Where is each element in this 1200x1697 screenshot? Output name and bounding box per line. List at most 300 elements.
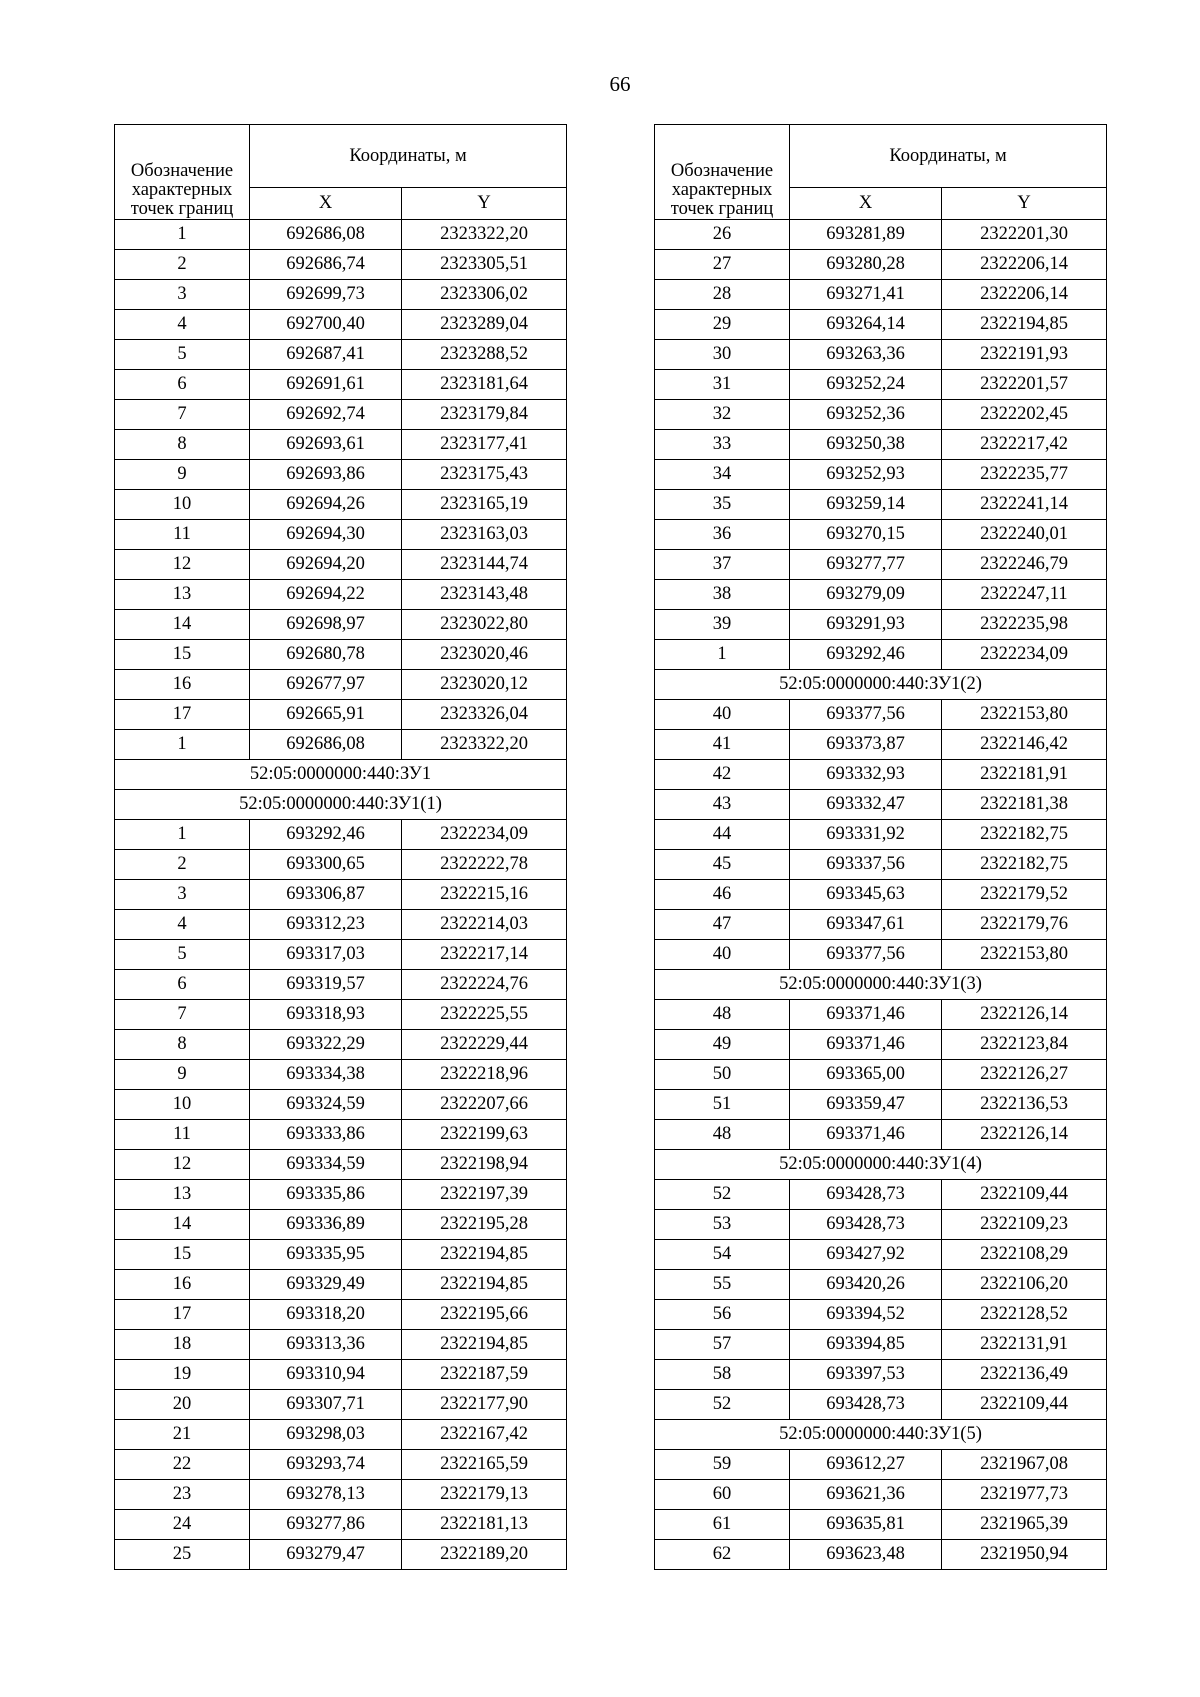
y-cell: 2322167,42 xyxy=(402,1420,567,1450)
table-row xyxy=(115,1360,567,1390)
x-cell: 693427,92 xyxy=(790,1240,942,1270)
point-cell: 14 xyxy=(115,1210,250,1240)
table-row xyxy=(115,1150,567,1180)
x-cell: 693359,47 xyxy=(790,1090,942,1120)
section-row xyxy=(655,1150,1107,1180)
y-cell: 2323181,64 xyxy=(402,370,567,400)
point-cell: 12 xyxy=(115,1150,250,1180)
x-cell: 692686,08 xyxy=(250,220,402,250)
y-cell: 2322153,80 xyxy=(942,940,1107,970)
x-cell: 693293,74 xyxy=(250,1450,402,1480)
table-row xyxy=(115,280,567,310)
table-row xyxy=(115,1090,567,1120)
table-row xyxy=(115,1000,567,1030)
point-cell: 25 xyxy=(115,1540,250,1570)
y-cell: 2322106,20 xyxy=(942,1270,1107,1300)
point-cell: 43 xyxy=(655,790,790,820)
x-cell: 693279,47 xyxy=(250,1540,402,1570)
point-cell: 49 xyxy=(655,1030,790,1060)
point-cell: 9 xyxy=(115,460,250,490)
x-cell: 693318,93 xyxy=(250,1000,402,1030)
x-cell: 693428,73 xyxy=(790,1210,942,1240)
y-cell: 2322109,44 xyxy=(942,1390,1107,1420)
table-row xyxy=(115,220,567,250)
x-cell: 693428,73 xyxy=(790,1180,942,1210)
table-row xyxy=(655,760,1107,790)
y-cell: 2322222,78 xyxy=(402,850,567,880)
x-cell: 693334,59 xyxy=(250,1150,402,1180)
point-cell: 1 xyxy=(115,730,250,760)
y-cell: 2322235,77 xyxy=(942,460,1107,490)
y-cell: 2322201,30 xyxy=(942,220,1107,250)
x-cell: 692694,30 xyxy=(250,520,402,550)
y-cell: 2322215,16 xyxy=(402,880,567,910)
point-cell: 10 xyxy=(115,490,250,520)
y-cell: 2322182,75 xyxy=(942,850,1107,880)
y-cell: 2323175,43 xyxy=(402,460,567,490)
y-cell: 2322199,63 xyxy=(402,1120,567,1150)
table-row xyxy=(115,1180,567,1210)
x-cell: 693335,95 xyxy=(250,1240,402,1270)
y-cell: 2321977,73 xyxy=(942,1480,1107,1510)
x-cell: 693250,38 xyxy=(790,430,942,460)
point-cell: 51 xyxy=(655,1090,790,1120)
point-cell: 33 xyxy=(655,430,790,460)
y-cell: 2323022,80 xyxy=(402,610,567,640)
table-row xyxy=(115,520,567,550)
x-cell: 693335,86 xyxy=(250,1180,402,1210)
table-row xyxy=(115,850,567,880)
x-cell: 692686,08 xyxy=(250,730,402,760)
point-cell: 30 xyxy=(655,340,790,370)
x-cell: 693334,38 xyxy=(250,1060,402,1090)
y-cell: 2322195,66 xyxy=(402,1300,567,1330)
x-cell: 692680,78 xyxy=(250,640,402,670)
point-cell: 11 xyxy=(115,520,250,550)
point-cell: 3 xyxy=(115,280,250,310)
x-cell: 693292,46 xyxy=(250,820,402,850)
table-row xyxy=(115,430,567,460)
point-cell: 7 xyxy=(115,400,250,430)
point-cell: 55 xyxy=(655,1270,790,1300)
x-cell: 693313,36 xyxy=(250,1330,402,1360)
table-row xyxy=(655,1000,1107,1030)
point-cell: 27 xyxy=(655,250,790,280)
table-row xyxy=(655,1270,1107,1300)
point-cell: 59 xyxy=(655,1450,790,1480)
table-row xyxy=(115,1030,567,1060)
coordinates-table-left xyxy=(114,124,567,1570)
table-row xyxy=(115,1420,567,1450)
table-row xyxy=(655,1060,1107,1090)
point-cell: 31 xyxy=(655,370,790,400)
table-row xyxy=(655,340,1107,370)
y-cell: 2322194,85 xyxy=(402,1240,567,1270)
x-cell: 693318,20 xyxy=(250,1300,402,1330)
table-row xyxy=(115,1060,567,1090)
header-point-designation: Обозначение характерных точек границ xyxy=(655,125,790,220)
x-cell: 692677,97 xyxy=(250,670,402,700)
point-cell: 48 xyxy=(655,1000,790,1030)
section-label: 52:05:0000000:440:ЗУ1(4) xyxy=(655,1150,1107,1180)
point-cell: 6 xyxy=(115,970,250,1000)
y-cell: 2322206,14 xyxy=(942,280,1107,310)
y-cell: 2322128,52 xyxy=(942,1300,1107,1330)
point-cell: 62 xyxy=(655,1540,790,1570)
y-cell: 2322182,75 xyxy=(942,820,1107,850)
table-row xyxy=(115,1120,567,1150)
x-cell: 693336,89 xyxy=(250,1210,402,1240)
y-cell: 2322179,76 xyxy=(942,910,1107,940)
point-cell: 8 xyxy=(115,430,250,460)
table-row xyxy=(655,400,1107,430)
x-cell: 693264,14 xyxy=(790,310,942,340)
table-row xyxy=(655,1240,1107,1270)
point-cell: 39 xyxy=(655,610,790,640)
table-row xyxy=(115,580,567,610)
table-row xyxy=(115,1330,567,1360)
page-number: 66 xyxy=(609,72,631,96)
table-row xyxy=(115,970,567,1000)
table-row xyxy=(655,1120,1107,1150)
x-cell: 693307,71 xyxy=(250,1390,402,1420)
table-row xyxy=(655,790,1107,820)
y-cell: 2322153,80 xyxy=(942,700,1107,730)
section-row xyxy=(655,970,1107,1000)
y-cell: 2322195,28 xyxy=(402,1210,567,1240)
header-x: X xyxy=(250,188,402,220)
table-row xyxy=(655,820,1107,850)
x-cell: 693377,56 xyxy=(790,940,942,970)
section-label: 52:05:0000000:440:ЗУ1(2) xyxy=(655,670,1107,700)
section-label: 52:05:0000000:440:ЗУ1(1) xyxy=(115,790,567,820)
point-cell: 23 xyxy=(115,1480,250,1510)
table-row xyxy=(655,1540,1107,1570)
x-cell: 693635,81 xyxy=(790,1510,942,1540)
y-cell: 2322194,85 xyxy=(402,1270,567,1300)
section-label: 52:05:0000000:440:ЗУ1(5) xyxy=(655,1420,1107,1450)
y-cell: 2322126,27 xyxy=(942,1060,1107,1090)
y-cell: 2322197,39 xyxy=(402,1180,567,1210)
x-cell: 692699,73 xyxy=(250,280,402,310)
table-row xyxy=(115,1510,567,1540)
y-cell: 2322191,93 xyxy=(942,340,1107,370)
y-cell: 2322246,79 xyxy=(942,550,1107,580)
table-row xyxy=(115,1390,567,1420)
y-cell: 2322229,44 xyxy=(402,1030,567,1060)
x-cell: 693420,26 xyxy=(790,1270,942,1300)
table-row xyxy=(115,730,567,760)
table-body-left xyxy=(115,220,567,1570)
point-cell: 41 xyxy=(655,730,790,760)
y-cell: 2322189,20 xyxy=(402,1540,567,1570)
point-cell: 13 xyxy=(115,580,250,610)
y-cell: 2323305,51 xyxy=(402,250,567,280)
table-row xyxy=(655,430,1107,460)
y-cell: 2322131,91 xyxy=(942,1330,1107,1360)
x-cell: 693428,73 xyxy=(790,1390,942,1420)
x-cell: 692700,40 xyxy=(250,310,402,340)
table-row xyxy=(655,1330,1107,1360)
point-cell: 15 xyxy=(115,640,250,670)
x-cell: 693621,36 xyxy=(790,1480,942,1510)
section-label: 52:05:0000000:440:ЗУ1 xyxy=(115,760,567,790)
point-cell: 1 xyxy=(115,220,250,250)
y-cell: 2322126,14 xyxy=(942,1000,1107,1030)
point-cell: 16 xyxy=(115,670,250,700)
point-cell: 58 xyxy=(655,1360,790,1390)
table-row xyxy=(115,1480,567,1510)
y-cell: 2323143,48 xyxy=(402,580,567,610)
table-row xyxy=(115,940,567,970)
point-cell: 28 xyxy=(655,280,790,310)
point-cell: 42 xyxy=(655,760,790,790)
table-row xyxy=(115,820,567,850)
y-cell: 2322165,59 xyxy=(402,1450,567,1480)
y-cell: 2322179,52 xyxy=(942,880,1107,910)
x-cell: 693371,46 xyxy=(790,1030,942,1060)
point-cell: 5 xyxy=(115,340,250,370)
y-cell: 2322194,85 xyxy=(402,1330,567,1360)
x-cell: 693278,13 xyxy=(250,1480,402,1510)
table-row xyxy=(115,1300,567,1330)
table-row xyxy=(115,310,567,340)
table-row xyxy=(655,1210,1107,1240)
y-cell: 2322235,98 xyxy=(942,610,1107,640)
table-row xyxy=(115,340,567,370)
y-cell: 2322247,11 xyxy=(942,580,1107,610)
x-cell: 693279,09 xyxy=(790,580,942,610)
point-cell: 10 xyxy=(115,1090,250,1120)
table-row xyxy=(655,850,1107,880)
header-point-designation: Обозначение характерных точек границ xyxy=(115,125,250,220)
y-cell: 2322181,38 xyxy=(942,790,1107,820)
y-cell: 2322202,45 xyxy=(942,400,1107,430)
x-cell: 693623,48 xyxy=(790,1540,942,1570)
x-cell: 693324,59 xyxy=(250,1090,402,1120)
table-row xyxy=(115,460,567,490)
point-cell: 35 xyxy=(655,490,790,520)
x-cell: 693332,47 xyxy=(790,790,942,820)
x-cell: 693291,93 xyxy=(790,610,942,640)
point-cell: 6 xyxy=(115,370,250,400)
x-cell: 693322,29 xyxy=(250,1030,402,1060)
y-cell: 2322181,91 xyxy=(942,760,1107,790)
y-cell: 2322109,44 xyxy=(942,1180,1107,1210)
point-cell: 52 xyxy=(655,1180,790,1210)
y-cell: 2323326,04 xyxy=(402,700,567,730)
section-row xyxy=(115,760,567,790)
x-cell: 692694,22 xyxy=(250,580,402,610)
point-cell: 60 xyxy=(655,1480,790,1510)
x-cell: 692694,26 xyxy=(250,490,402,520)
point-cell: 7 xyxy=(115,1000,250,1030)
y-cell: 2323179,84 xyxy=(402,400,567,430)
y-cell: 2323177,41 xyxy=(402,430,567,460)
y-cell: 2321950,94 xyxy=(942,1540,1107,1570)
table-row xyxy=(655,1090,1107,1120)
y-cell: 2323020,46 xyxy=(402,640,567,670)
table-row xyxy=(655,1360,1107,1390)
y-cell: 2322241,14 xyxy=(942,490,1107,520)
y-cell: 2322136,53 xyxy=(942,1090,1107,1120)
table-row xyxy=(115,1540,567,1570)
table-row xyxy=(115,370,567,400)
table-row xyxy=(115,490,567,520)
y-cell: 2323144,74 xyxy=(402,550,567,580)
x-cell: 693310,94 xyxy=(250,1360,402,1390)
table-row xyxy=(115,1210,567,1240)
y-cell: 2322206,14 xyxy=(942,250,1107,280)
table-row xyxy=(115,1270,567,1300)
table-row xyxy=(655,520,1107,550)
y-cell: 2323289,04 xyxy=(402,310,567,340)
table-row xyxy=(655,940,1107,970)
point-cell: 47 xyxy=(655,910,790,940)
point-cell: 32 xyxy=(655,400,790,430)
table-row xyxy=(115,400,567,430)
x-cell: 692698,97 xyxy=(250,610,402,640)
point-cell: 4 xyxy=(115,910,250,940)
y-cell: 2323322,20 xyxy=(402,730,567,760)
table-row xyxy=(655,1300,1107,1330)
y-cell: 2322234,09 xyxy=(402,820,567,850)
x-cell: 693331,92 xyxy=(790,820,942,850)
table-row xyxy=(655,490,1107,520)
x-cell: 693394,52 xyxy=(790,1300,942,1330)
point-cell: 53 xyxy=(655,1210,790,1240)
table-row xyxy=(655,370,1107,400)
point-cell: 44 xyxy=(655,820,790,850)
x-cell: 693306,87 xyxy=(250,880,402,910)
y-cell: 2322126,14 xyxy=(942,1120,1107,1150)
point-cell: 12 xyxy=(115,550,250,580)
table-row xyxy=(655,880,1107,910)
table-row xyxy=(115,1240,567,1270)
x-cell: 693371,46 xyxy=(790,1000,942,1030)
table-row xyxy=(655,700,1107,730)
y-cell: 2321967,08 xyxy=(942,1450,1107,1480)
x-cell: 693252,36 xyxy=(790,400,942,430)
point-cell: 14 xyxy=(115,610,250,640)
y-cell: 2322234,09 xyxy=(942,640,1107,670)
table-row xyxy=(655,1390,1107,1420)
x-cell: 693394,85 xyxy=(790,1330,942,1360)
point-cell: 4 xyxy=(115,310,250,340)
header-coordinates: Координаты, м xyxy=(790,125,1107,188)
point-cell: 29 xyxy=(655,310,790,340)
table-row xyxy=(655,280,1107,310)
point-cell: 3 xyxy=(115,880,250,910)
point-cell: 2 xyxy=(115,850,250,880)
x-cell: 693270,15 xyxy=(790,520,942,550)
x-cell: 693252,93 xyxy=(790,460,942,490)
point-cell: 1 xyxy=(655,640,790,670)
y-cell: 2322123,84 xyxy=(942,1030,1107,1060)
point-cell: 26 xyxy=(655,220,790,250)
table-row xyxy=(655,220,1107,250)
point-cell: 40 xyxy=(655,940,790,970)
x-cell: 693277,77 xyxy=(790,550,942,580)
table-row xyxy=(115,700,567,730)
table-row xyxy=(655,1480,1107,1510)
y-cell: 2322218,96 xyxy=(402,1060,567,1090)
x-cell: 693292,46 xyxy=(790,640,942,670)
x-cell: 692665,91 xyxy=(250,700,402,730)
table-row xyxy=(655,1450,1107,1480)
point-cell: 48 xyxy=(655,1120,790,1150)
y-cell: 2323306,02 xyxy=(402,280,567,310)
y-cell: 2322181,13 xyxy=(402,1510,567,1540)
y-cell: 2323322,20 xyxy=(402,220,567,250)
point-cell: 40 xyxy=(655,700,790,730)
table-row xyxy=(655,910,1107,940)
x-cell: 693333,86 xyxy=(250,1120,402,1150)
y-cell: 2323163,03 xyxy=(402,520,567,550)
y-cell: 2322225,55 xyxy=(402,1000,567,1030)
table-row xyxy=(655,1510,1107,1540)
point-cell: 36 xyxy=(655,520,790,550)
x-cell: 693263,36 xyxy=(790,340,942,370)
y-cell: 2322207,66 xyxy=(402,1090,567,1120)
table-row xyxy=(115,550,567,580)
table-row xyxy=(655,1030,1107,1060)
x-cell: 693259,14 xyxy=(790,490,942,520)
coordinates-table-right xyxy=(654,124,1107,1570)
x-cell: 692694,20 xyxy=(250,550,402,580)
x-cell: 693277,86 xyxy=(250,1510,402,1540)
point-cell: 52 xyxy=(655,1390,790,1420)
table-row xyxy=(655,730,1107,760)
point-cell: 15 xyxy=(115,1240,250,1270)
y-cell: 2322194,85 xyxy=(942,310,1107,340)
section-row xyxy=(115,790,567,820)
section-row xyxy=(655,670,1107,700)
table-row xyxy=(655,580,1107,610)
x-cell: 693377,56 xyxy=(790,700,942,730)
point-cell: 61 xyxy=(655,1510,790,1540)
table-row xyxy=(115,640,567,670)
point-cell: 46 xyxy=(655,880,790,910)
header-y: Y xyxy=(942,188,1107,220)
point-cell: 11 xyxy=(115,1120,250,1150)
point-cell: 19 xyxy=(115,1360,250,1390)
y-cell: 2323020,12 xyxy=(402,670,567,700)
table-row xyxy=(655,610,1107,640)
x-cell: 693317,03 xyxy=(250,940,402,970)
y-cell: 2322109,23 xyxy=(942,1210,1107,1240)
header-coordinates: Координаты, м xyxy=(250,125,567,188)
point-cell: 1 xyxy=(115,820,250,850)
point-cell: 24 xyxy=(115,1510,250,1540)
x-cell: 693281,89 xyxy=(790,220,942,250)
x-cell: 692691,61 xyxy=(250,370,402,400)
point-cell: 21 xyxy=(115,1420,250,1450)
x-cell: 693332,93 xyxy=(790,760,942,790)
x-cell: 693280,28 xyxy=(790,250,942,280)
point-cell: 5 xyxy=(115,940,250,970)
point-cell: 22 xyxy=(115,1450,250,1480)
x-cell: 692687,41 xyxy=(250,340,402,370)
y-cell: 2322217,42 xyxy=(942,430,1107,460)
table-row xyxy=(655,310,1107,340)
point-cell: 17 xyxy=(115,1300,250,1330)
header-y: Y xyxy=(402,188,567,220)
table-row xyxy=(655,1180,1107,1210)
x-cell: 693365,00 xyxy=(790,1060,942,1090)
x-cell: 692693,61 xyxy=(250,430,402,460)
point-cell: 9 xyxy=(115,1060,250,1090)
